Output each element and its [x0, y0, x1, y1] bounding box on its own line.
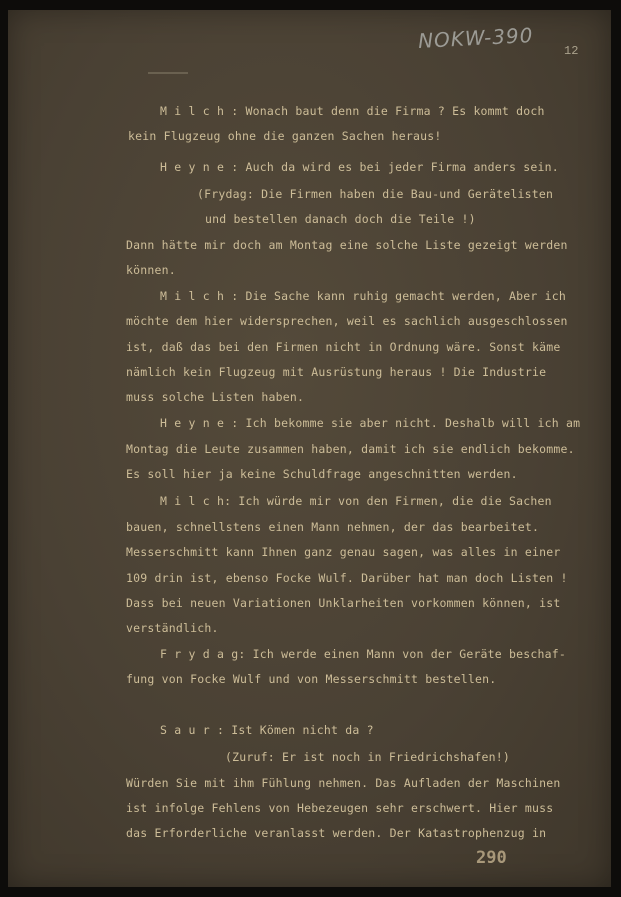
- text-line: H e y n e : Auch da wird es bei jeder Firma anders sein.: [160, 160, 559, 174]
- text-line: fung von Focke Wulf und von Messerschmitt bestellen.: [126, 672, 497, 686]
- text-line: kein Flugzeug ohne die ganzen Sachen heraus!: [128, 129, 442, 143]
- text-line: M i l c h: Ich würde mir von den Firmen, die die Sachen: [160, 494, 552, 508]
- text-line: S a u r : Ist Kömen nicht da ?: [160, 723, 374, 737]
- text-line: Würden Sie mit ihm Fühlung nehmen. Das Aufladen der Maschinen: [126, 776, 561, 790]
- text-line: ist infolge Fehlens von Hebezeugen sehr erschwert. Hier muss: [126, 801, 554, 815]
- document-page: [8, 10, 611, 887]
- text-line: Messerschmitt kann Ihnen ganz genau sagen, was alles in einer: [126, 545, 561, 559]
- text-line: bauen, schnellstens einen Mann nehmen, der das bearbeitet.: [126, 520, 540, 534]
- text-line: möchte dem hier widersprechen, weil es sachlich ausgeschlossen: [126, 314, 568, 328]
- text-line: Dass bei neuen Variationen Unklarheiten vorkommen können, ist: [126, 596, 561, 610]
- text-line: muss solche Listen haben.: [126, 390, 305, 404]
- text-line: und bestellen danach doch die Teile !): [205, 212, 476, 226]
- handwritten-archive-mark: NOKW-390: [417, 22, 534, 54]
- text-line: Dann hätte mir doch am Montag eine solche Liste gezeigt werden: [126, 238, 568, 252]
- text-line: verständlich.: [126, 621, 219, 635]
- text-line: F r y d a g: Ich werde einen Mann von der Geräte beschaf-: [160, 647, 567, 661]
- text-line: (Frydag: Die Firmen haben die Bau-und Gerätelisten: [197, 187, 554, 201]
- text-line: das Erforderliche veranlasst werden. Der Katastrophenzug in: [126, 826, 547, 840]
- text-line: H e y n e : Ich bekomme sie aber nicht. Deshalb will ich am: [160, 416, 581, 430]
- divider: [148, 72, 188, 74]
- text-line: Montag die Leute zusammen haben, damit ich sie endlich bekomme.: [126, 442, 575, 456]
- text-line: Es soll hier ja keine Schuldfrage angeschnitten werden.: [126, 467, 518, 481]
- text-line: M i l c h : Die Sache kann ruhig gemacht werden, Aber ich: [160, 289, 567, 303]
- text-line: 109 drin ist, ebenso Focke Wulf. Darüber hat man doch Listen !: [126, 571, 568, 585]
- page-number: 12: [564, 44, 579, 58]
- text-line: M i l c h : Wonach baut denn die Firma ? Es kommt doch: [160, 104, 545, 118]
- text-line: können.: [126, 263, 176, 277]
- page-stamp-number: 290: [476, 848, 507, 868]
- text-line: nämlich kein Flugzeug mit Ausrüstung heraus ! Die Industrie: [126, 365, 547, 379]
- text-line: (Zuruf: Er ist noch in Friedrichshafen!): [225, 750, 510, 764]
- text-line: ist, daß das bei den Firmen nicht in Ordnung wäre. Sonst käme: [126, 340, 561, 354]
